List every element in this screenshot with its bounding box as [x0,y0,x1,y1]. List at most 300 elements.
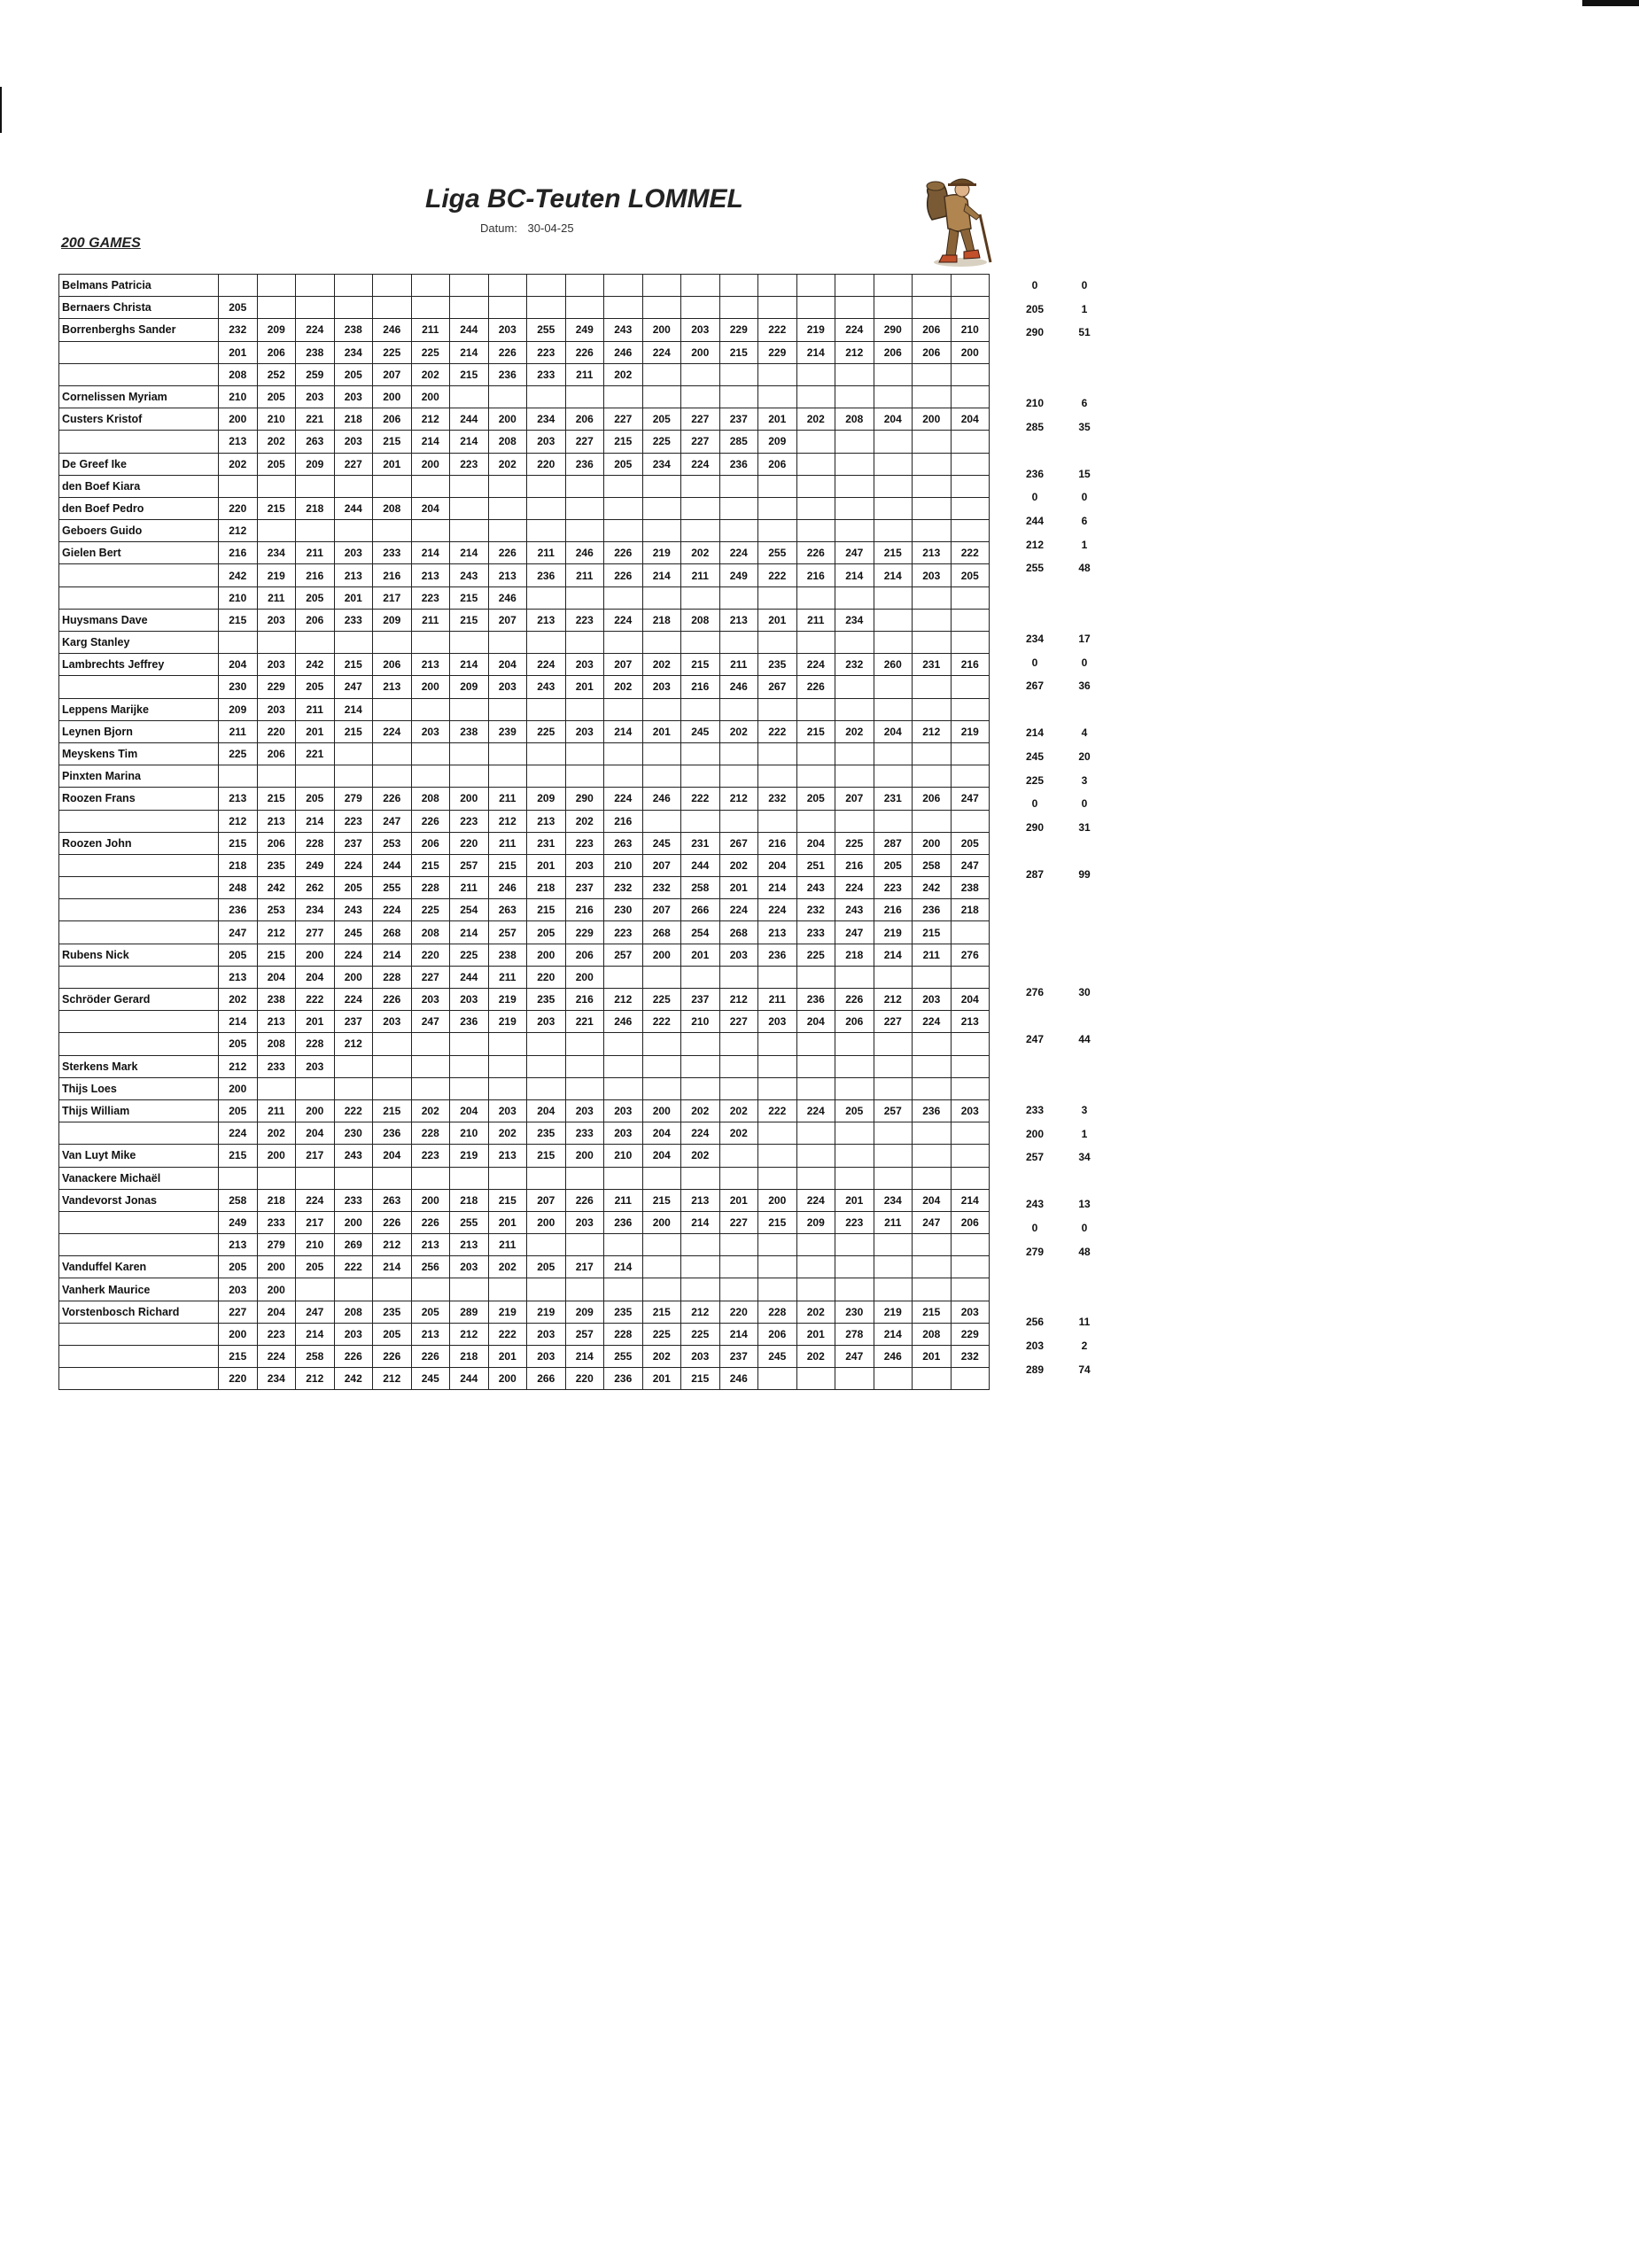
score-cell: 200 [411,1189,450,1211]
score-cell: 211 [488,832,527,854]
score-cell: 219 [874,921,913,944]
score-cell [951,431,990,453]
score-cell [835,742,874,765]
player-name-empty [59,341,219,363]
page-title: Liga BC-Teuten LOMMEL [425,184,743,214]
score-cell [719,1077,758,1099]
score-cell [719,765,758,788]
score-cell [758,1055,797,1077]
score-cell: 213 [334,564,373,586]
score-cell [913,698,952,720]
score-cell: 204 [796,1011,835,1033]
score-cell: 247 [913,1211,952,1233]
score-cell [951,921,990,944]
score-cell [758,632,797,654]
score-cell: 249 [296,854,335,876]
score-cell: 211 [296,698,335,720]
score-cell: 205 [796,788,835,810]
scan-mark-top-right [1582,0,1639,6]
score-cell: 206 [373,654,412,676]
score-cell [758,698,797,720]
score-cell: 213 [411,564,450,586]
score-cell: 220 [527,453,566,475]
score-cell: 226 [411,810,450,832]
score-cell: 202 [642,654,681,676]
score-cell [681,698,720,720]
score-cell [951,1033,990,1055]
score-cell [373,520,412,542]
score-cell: 246 [604,341,643,363]
score-cell [758,765,797,788]
score-cell [219,475,258,497]
score-cell: 247 [835,542,874,564]
score-cell: 243 [835,899,874,921]
score-cell: 219 [257,564,296,586]
score-cell [373,1167,412,1189]
score-cell: 205 [219,944,258,966]
score-cell [719,1033,758,1055]
score-cell: 269 [334,1234,373,1256]
score-cell [874,966,913,988]
score-cell: 201 [719,1189,758,1211]
score-cell [527,698,566,720]
score-cell: 224 [719,899,758,921]
score-cell: 206 [951,1211,990,1233]
score-cell: 204 [874,720,913,742]
score-cell: 201 [219,341,258,363]
score-cell: 215 [913,1301,952,1323]
score-cell: 201 [488,1346,527,1368]
score-cell [527,497,566,519]
score-cell: 210 [681,1011,720,1033]
score-cell: 206 [565,408,604,431]
score-cell: 218 [835,944,874,966]
score-cell [796,1033,835,1055]
score-cell: 224 [796,1099,835,1122]
score-cell: 225 [219,742,258,765]
score-cell: 218 [951,899,990,921]
score-cell: 227 [719,1011,758,1033]
score-cell [874,475,913,497]
table-row [59,1033,990,1055]
score-cell: 202 [796,408,835,431]
score-cell [835,453,874,475]
score-cell [913,1368,952,1390]
score-cell: 220 [257,720,296,742]
score-cell [681,1077,720,1099]
score-cell: 223 [527,341,566,363]
score-cell: 246 [373,319,412,341]
score-cell: 208 [334,1301,373,1323]
score-cell: 209 [373,609,412,631]
score-cell: 224 [642,341,681,363]
score-cell: 247 [951,788,990,810]
score-cell [951,385,990,408]
player-200-count: 0 [1081,491,1088,504]
score-cell [758,742,797,765]
score-cell: 255 [373,877,412,899]
score-cell: 224 [373,720,412,742]
score-cell: 212 [219,1055,258,1077]
score-cell [450,275,489,297]
score-cell: 205 [951,564,990,586]
score-cell: 237 [681,989,720,1011]
score-cell: 263 [488,899,527,921]
score-cell [719,810,758,832]
table-row [59,341,990,363]
score-cell: 203 [411,720,450,742]
score-cell [758,1167,797,1189]
score-cell: 203 [450,989,489,1011]
score-cell: 224 [681,453,720,475]
score-cell [257,1077,296,1099]
score-cell [373,742,412,765]
score-cell: 224 [219,1122,258,1145]
score-cell: 231 [681,832,720,854]
score-cell: 202 [488,1122,527,1145]
score-cell: 200 [411,453,450,475]
score-cell [334,1167,373,1189]
score-cell: 237 [334,1011,373,1033]
score-cell: 214 [604,1256,643,1278]
score-cell: 211 [681,564,720,586]
score-cell [758,1368,797,1390]
score-cell: 257 [488,921,527,944]
score-cell: 202 [642,1346,681,1368]
score-cell [796,1145,835,1167]
score-cell: 222 [758,319,797,341]
score-cell: 214 [296,810,335,832]
score-cell [719,363,758,385]
score-cell: 209 [758,431,797,453]
score-cell [411,632,450,654]
score-cell [951,453,990,475]
score-cell [796,1256,835,1278]
score-cell [796,1368,835,1390]
score-cell: 208 [835,408,874,431]
score-cell: 214 [796,341,835,363]
score-cell: 215 [334,654,373,676]
score-cell: 200 [527,1211,566,1233]
score-cell [913,475,952,497]
score-cell: 215 [450,586,489,609]
player-200-count: 13 [1078,1198,1091,1211]
score-cell: 207 [642,854,681,876]
score-cell: 203 [681,1346,720,1368]
score-cell: 206 [874,341,913,363]
score-cell: 211 [565,564,604,586]
score-cell [296,765,335,788]
score-cell [719,275,758,297]
score-cell: 220 [719,1301,758,1323]
score-cell: 215 [373,431,412,453]
score-cell [565,586,604,609]
score-cell: 215 [913,921,952,944]
score-cell: 215 [642,1189,681,1211]
score-cell: 222 [488,1323,527,1345]
score-cell [835,698,874,720]
score-cell [604,297,643,319]
score-cell [565,1055,604,1077]
score-cell: 225 [835,832,874,854]
score-cell [835,632,874,654]
score-cell [719,475,758,497]
score-cell: 212 [411,408,450,431]
score-cell: 244 [334,497,373,519]
score-cell: 236 [488,363,527,385]
score-cell: 231 [527,832,566,854]
score-cell [874,1256,913,1278]
table-row [59,1077,990,1099]
score-cell: 222 [758,564,797,586]
score-cell [913,431,952,453]
score-cell [488,275,527,297]
score-cell: 201 [835,1189,874,1211]
score-cell: 263 [604,832,643,854]
score-cell: 232 [835,654,874,676]
score-cell: 244 [373,854,412,876]
score-cell: 208 [681,609,720,631]
score-cell [835,475,874,497]
score-cell: 214 [296,1323,335,1345]
score-cell [874,1167,913,1189]
score-cell: 236 [373,1122,412,1145]
score-cell [913,586,952,609]
score-cell: 266 [681,899,720,921]
score-cell: 207 [373,363,412,385]
score-cell: 277 [296,921,335,944]
score-cell: 219 [951,720,990,742]
player-200-count: 6 [1081,515,1088,527]
score-cell: 279 [257,1234,296,1256]
score-cell: 214 [951,1189,990,1211]
score-cell [835,765,874,788]
score-cell [951,475,990,497]
score-cell: 234 [334,341,373,363]
score-cell [951,520,990,542]
score-cell [951,966,990,988]
score-cell: 244 [450,408,489,431]
score-cell: 263 [373,1189,412,1211]
score-cell [913,497,952,519]
score-cell [257,520,296,542]
score-cell: 227 [219,1301,258,1323]
score-cell [796,297,835,319]
score-cell: 216 [604,810,643,832]
score-cell [604,742,643,765]
score-cell: 202 [719,854,758,876]
score-cell: 285 [719,431,758,453]
score-cell: 229 [758,341,797,363]
score-cell: 206 [296,609,335,631]
score-cell: 215 [488,854,527,876]
player-200-count: 48 [1078,1245,1091,1258]
score-cell [488,1278,527,1301]
table-row [59,854,990,876]
score-cell: 201 [681,944,720,966]
score-cell [450,1278,489,1301]
score-cell: 219 [796,319,835,341]
player-best-score: 289 [1025,1363,1045,1376]
score-cell [296,632,335,654]
player-name: Gielen Bert [59,542,219,564]
score-cell [642,632,681,654]
score-cell [527,742,566,765]
score-cell [874,1368,913,1390]
score-cell: 205 [411,1301,450,1323]
score-cell: 233 [527,363,566,385]
score-cell: 267 [758,676,797,698]
player-name: Cornelissen Myriam [59,385,219,408]
score-cell [373,1278,412,1301]
score-cell [874,297,913,319]
score-cell [951,765,990,788]
score-cell: 234 [296,899,335,921]
score-cell [835,676,874,698]
score-cell: 211 [758,989,797,1011]
score-cell: 222 [758,1099,797,1122]
player-name: Vanherk Maurice [59,1278,219,1301]
score-cell: 215 [219,1346,258,1368]
score-cell [257,297,296,319]
score-cell: 203 [257,609,296,631]
score-cell [951,586,990,609]
score-cell: 208 [219,363,258,385]
score-cell: 221 [565,1011,604,1033]
score-cell: 201 [796,1323,835,1345]
score-cell: 218 [219,854,258,876]
score-cell [913,1256,952,1278]
score-cell [796,275,835,297]
score-cell: 225 [681,1323,720,1345]
score-cell [642,698,681,720]
score-cell: 213 [488,1145,527,1167]
score-cell: 210 [604,1145,643,1167]
player-best-score: 247 [1025,1033,1045,1046]
score-cell: 206 [411,832,450,854]
score-cell: 225 [411,341,450,363]
score-cell: 247 [296,1301,335,1323]
score-cell [719,1256,758,1278]
score-cell [565,1278,604,1301]
score-cell: 213 [913,542,952,564]
score-cell: 245 [642,832,681,854]
score-cell: 212 [719,989,758,1011]
score-cell: 242 [334,1368,373,1390]
date-row [480,221,581,235]
score-cell: 214 [565,1346,604,1368]
score-cell: 237 [334,832,373,854]
score-cell [835,1167,874,1189]
score-cell: 219 [527,1301,566,1323]
score-cell: 203 [719,944,758,966]
score-cell [488,385,527,408]
table-row [59,431,990,453]
score-cell: 210 [296,1234,335,1256]
score-cell: 235 [527,1122,566,1145]
table-row [59,1301,990,1323]
score-cell: 219 [874,1301,913,1323]
score-cell [219,765,258,788]
score-cell [411,1167,450,1189]
score-cell: 257 [565,1323,604,1345]
score-cell: 211 [796,609,835,631]
score-cell [450,1167,489,1189]
score-cell: 252 [257,363,296,385]
score-cell: 216 [373,564,412,586]
score-cell: 200 [219,408,258,431]
player-name-empty [59,854,219,876]
score-cell: 230 [334,1122,373,1145]
score-cell [719,966,758,988]
player-200-count: 15 [1078,467,1091,480]
score-cell: 233 [257,1055,296,1077]
score-cell: 200 [565,1145,604,1167]
score-cell: 222 [334,1256,373,1278]
score-cell: 221 [296,742,335,765]
score-cell [913,385,952,408]
score-cell [450,497,489,519]
score-cell [681,1278,720,1301]
score-cell [604,632,643,654]
score-cell: 211 [488,966,527,988]
player-best-score: 236 [1025,467,1045,480]
score-cell [450,632,489,654]
score-cell: 255 [758,542,797,564]
score-cell: 211 [257,586,296,609]
score-cell: 253 [257,899,296,921]
score-cell [604,1167,643,1189]
score-cell: 289 [450,1301,489,1323]
score-cell: 215 [604,431,643,453]
score-cell: 238 [296,341,335,363]
score-cell [488,1033,527,1055]
score-cell: 204 [450,1099,489,1122]
score-cell [835,1033,874,1055]
score-cell: 254 [450,899,489,921]
score-cell: 236 [758,944,797,966]
player-name-empty [59,676,219,698]
score-cell: 211 [411,609,450,631]
score-cell [758,966,797,988]
score-cell: 238 [257,989,296,1011]
score-cell [257,765,296,788]
score-cell [604,275,643,297]
score-cell [913,275,952,297]
score-cell: 208 [913,1323,952,1345]
score-cell [334,1278,373,1301]
score-cell: 259 [296,363,335,385]
score-cell: 246 [874,1346,913,1368]
table-row [59,676,990,698]
score-cell [488,632,527,654]
score-cell [450,475,489,497]
score-cell: 200 [488,1368,527,1390]
score-cell [681,632,720,654]
player-name: Rubens Nick [59,944,219,966]
player-name-empty [59,1122,219,1145]
score-cell [951,698,990,720]
score-cell: 214 [719,1323,758,1345]
score-cell: 214 [450,921,489,944]
score-cell: 233 [565,1122,604,1145]
score-cell: 224 [835,877,874,899]
score-cell: 224 [257,1346,296,1368]
score-cell: 212 [296,1368,335,1390]
score-cell [334,632,373,654]
score-cell: 203 [334,542,373,564]
score-cell: 224 [913,1011,952,1033]
